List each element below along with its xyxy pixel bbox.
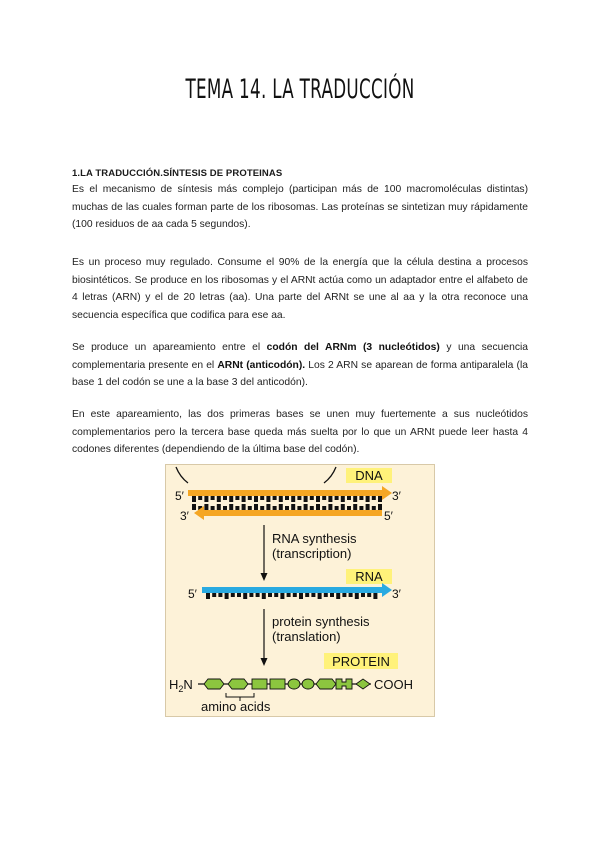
page-title: TEMA 14. LA TRADUCCIÓN — [185, 74, 415, 105]
rna-base — [225, 593, 229, 599]
rna-base — [249, 593, 253, 597]
dna-top-base — [198, 496, 202, 500]
transcription-label-line1: RNA synthesis — [272, 531, 357, 546]
rna-base — [336, 593, 340, 599]
amino-acids-label: amino acids — [201, 699, 271, 714]
dna-top-base — [372, 496, 376, 500]
dna-top-bases — [192, 496, 382, 502]
amino-acid-shape — [270, 679, 285, 689]
dna-label: DNA — [355, 468, 383, 483]
dna-top-base — [223, 496, 227, 500]
amino-acid-shape — [356, 679, 370, 689]
rna-base — [299, 593, 303, 599]
rna-base — [373, 593, 377, 599]
dna-bottom-5prime: 5′ — [384, 509, 393, 523]
rna-base — [256, 593, 260, 597]
dna-top-base — [335, 496, 339, 500]
rna-base — [268, 593, 272, 597]
translation-arrow-head — [261, 658, 268, 666]
amino-acid-shape — [228, 679, 248, 689]
paragraph-1: Es el mecanismo de síntesis más complejo (participan más de 100 macromoléculas distintas) muchas de las cuales forman parte de los ribosomas. Las proteínas se sintetizan muy rápidamente (100 residuos de aa cada 5 segundos). — [72, 184, 528, 231]
amino-terminus-h: H — [169, 677, 179, 692]
dna-top-curve — [176, 467, 188, 483]
rna-base — [355, 593, 359, 599]
rna-5prime: 5′ — [188, 587, 197, 601]
central-dogma-figure — [165, 464, 435, 717]
dna-bottom-base — [341, 504, 345, 510]
dna-bottom-base — [279, 504, 283, 510]
dna-bottom-base — [266, 504, 270, 510]
amino-terminus-subscript: 2 — [178, 684, 184, 694]
dna-top-base — [204, 496, 208, 502]
dna-bottom-base — [204, 504, 208, 510]
dna-top-base — [266, 496, 270, 502]
dna-bottom-base — [260, 506, 264, 510]
dna-top-base — [217, 496, 221, 502]
dna-bottom-base — [378, 504, 382, 510]
dna-top-base — [297, 496, 301, 500]
amino-acid-shape — [316, 679, 336, 689]
rna-base — [287, 593, 291, 597]
amino-acid-shape — [252, 679, 267, 689]
dna-bottom-base — [347, 506, 351, 510]
rna-base — [262, 593, 266, 599]
paragraph-3-text-c: y una secuencia complementaria presente en el — [72, 342, 528, 371]
rna-base — [324, 593, 328, 597]
dna-top-base — [229, 496, 233, 502]
carboxyl-terminus: COOH — [374, 677, 413, 692]
dna-bottom-3prime: 3′ — [180, 509, 189, 523]
dna-bottom-base — [217, 504, 221, 510]
transcription-arrow-head — [261, 573, 268, 581]
dna-bottom-base — [235, 506, 239, 510]
dna-bottom-base — [273, 506, 277, 510]
rna-base — [237, 593, 241, 597]
dna-bottom-base — [335, 506, 339, 510]
rna-base — [206, 593, 210, 599]
rna-base — [318, 593, 322, 599]
amino-acid-shape — [204, 679, 224, 689]
section-heading: 1.LA TRADUCCIÓN.SÍNTESIS DE PROTEINAS — [72, 168, 283, 179]
amino-terminus-n: N — [183, 677, 193, 692]
paragraph-3-bold-codon: codón del ARNm (3 nucleótidos) — [266, 342, 440, 353]
dna-top-base — [291, 496, 295, 502]
dna-top-base — [273, 496, 277, 500]
rna-3prime: 3′ — [392, 587, 401, 601]
dna-bottom-base — [304, 504, 308, 510]
amino-acid-shape — [288, 679, 300, 689]
dna-top-base — [359, 496, 363, 500]
dna-top-5prime: 5′ — [175, 489, 184, 503]
amino-acid-shape — [336, 679, 352, 689]
paragraph-3-text-a: Se produce un apareamiento entre el — [72, 342, 267, 353]
paragraph-4: En este apareamiento, las dos primeras bases se unen muy fuertemente a sus nucleótidos complementarios pero la tercera base queda más suelta por lo que un ARNt puede leer hasta 4 codones diferentes (dependiendo de la última base del codón). — [72, 409, 528, 456]
amino-terminus — [169, 677, 193, 694]
dna-bottom-base — [316, 504, 320, 510]
dna-top-base — [328, 496, 332, 502]
dna-bottom-base — [328, 504, 332, 510]
dna-top-3prime: 3′ — [392, 489, 401, 503]
paragraph-3-text-d: Los 2 ARN se aparean de forma antiparalela (la base 1 del codón se une a la base 3 del anticodón). — [72, 359, 528, 389]
dna-top-base — [279, 496, 283, 502]
rna-base — [293, 593, 297, 597]
dna-top-base — [192, 496, 196, 502]
dna-bottom-base — [366, 504, 370, 510]
rna-base — [342, 593, 346, 597]
rna-base — [330, 593, 334, 597]
dna-top-base — [211, 496, 215, 500]
dna-top-base — [242, 496, 246, 502]
dna-bottom-bases — [192, 504, 382, 510]
dna-bottom-base — [291, 504, 295, 510]
dna-bottom-base — [297, 506, 301, 510]
dna-bottom-base — [254, 504, 258, 510]
translation-label-line2: (translation) — [272, 629, 341, 644]
dna-top-curve-right — [324, 467, 336, 483]
rna-base — [367, 593, 371, 597]
dna-top-base — [260, 496, 264, 500]
rna-base — [218, 593, 222, 597]
dna-bottom-base — [229, 504, 233, 510]
rna-base — [243, 593, 247, 599]
dna-top-base — [316, 496, 320, 502]
amino-acid-shape — [302, 679, 314, 689]
dna-bottom-base — [211, 506, 215, 510]
rna-base — [274, 593, 278, 597]
rna-label: RNA — [355, 569, 383, 584]
transcription-label-line2: (transcription) — [272, 546, 352, 561]
dna-bottom-base — [353, 504, 357, 510]
dna-bottom-base — [285, 506, 289, 510]
dna-top-base — [304, 496, 308, 502]
rna-base — [361, 593, 365, 597]
rna-bases — [206, 593, 377, 599]
dna-bottom-base — [372, 506, 376, 510]
paragraph-3 — [72, 339, 528, 392]
dna-top-base — [347, 496, 351, 500]
dna-bottom-base — [359, 506, 363, 510]
paragraph-2: Es un proceso muy regulado. Consume el 90% de la energía que la célula destina a procesos biosintéticos. Se produce en los ribosomas y el ARNt actúa como un adaptador entre el alfabeto de 4 letras (ARN) y el de 20 letras (aa). Una parte del ARNt se une al aa y la otra reconoce una secuencia específica que codifica para ese aa. — [72, 257, 528, 321]
dna-bottom-base — [223, 506, 227, 510]
dna-bottom-base — [322, 506, 326, 510]
dna-top-base — [378, 496, 382, 502]
central-dogma-diagram — [166, 465, 434, 716]
rna-base — [231, 593, 235, 597]
paragraph-3-bold-anticodon: ARNt (anticodón). — [217, 359, 306, 371]
dna-top-base — [322, 496, 326, 500]
dna-bottom-base — [310, 506, 314, 510]
dna-top-base — [341, 496, 345, 502]
rna-base — [305, 593, 309, 597]
dna-top-base — [366, 496, 370, 502]
rna-base — [280, 593, 284, 599]
dna-bottom-base — [192, 504, 196, 510]
rna-base — [349, 593, 353, 597]
rna-base — [311, 593, 315, 597]
dna-top-base — [235, 496, 239, 500]
dna-bottom-base — [248, 506, 252, 510]
dna-top-base — [310, 496, 314, 500]
dna-top-base — [353, 496, 357, 502]
protein-label: PROTEIN — [332, 654, 390, 669]
rna-base — [212, 593, 216, 597]
translation-label-line1: protein synthesis — [272, 614, 370, 629]
dna-top-base — [248, 496, 252, 500]
dna-top-base — [285, 496, 289, 500]
dna-bottom-base — [242, 504, 246, 510]
dna-top-base — [254, 496, 258, 502]
